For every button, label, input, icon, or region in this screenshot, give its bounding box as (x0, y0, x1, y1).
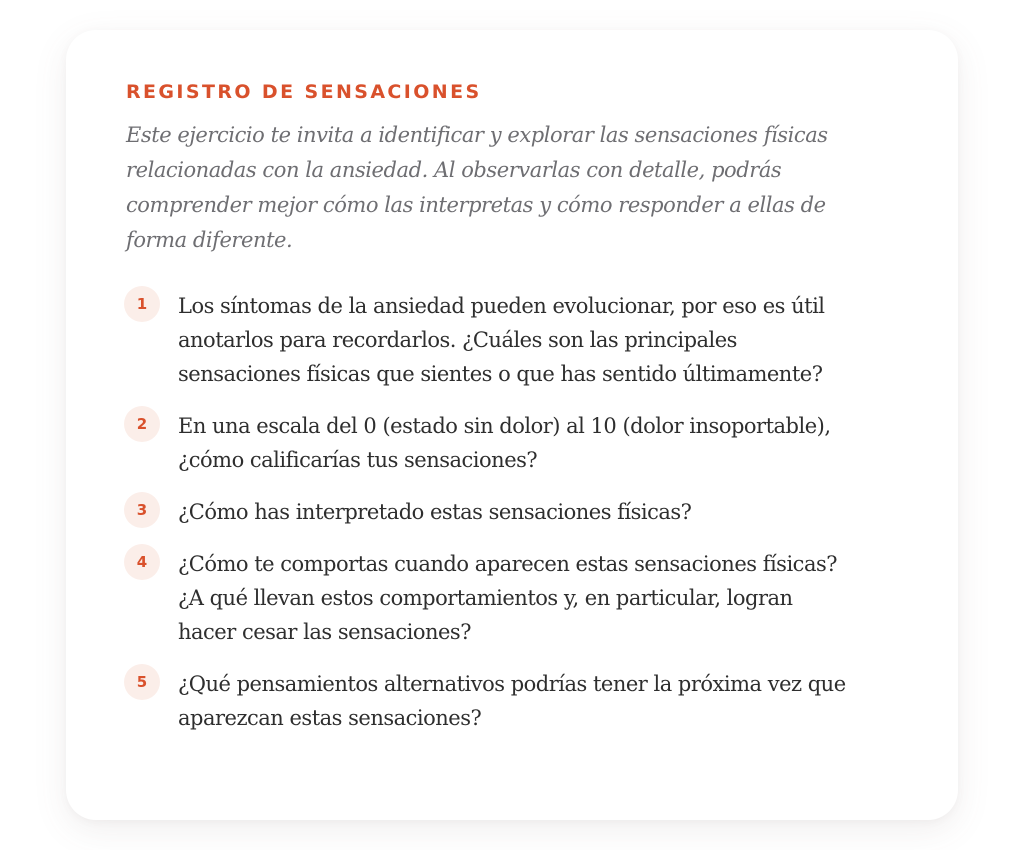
section-title: REGISTRO DE SENSACIONES (126, 81, 482, 103)
intro-text (126, 118, 898, 258)
intro-line: relacionadas con la ansiedad. Al observarlas con detalle, podrás (126, 158, 782, 182)
question-line: sensaciones físicas que sientes o que has sentido últimamente? (178, 362, 823, 386)
question-item (126, 547, 898, 649)
question-line: hacer cesar las sensaciones? (178, 620, 471, 644)
question-text (178, 667, 846, 735)
intro-line: Este ejercicio te invita a identificar y explorar las sensaciones físicas (126, 123, 828, 147)
question-line: Los síntomas de la ansiedad pueden evolucionar, por eso es útil (178, 294, 825, 318)
question-list (126, 289, 898, 735)
question-number-badge: 4 (124, 544, 160, 580)
question-line: anotarlos para recordarlos. ¿Cuáles son las principales (178, 328, 737, 352)
exercise-card (66, 30, 958, 820)
question-number-badge: 2 (124, 406, 160, 442)
question-text (178, 409, 831, 477)
question-line: aparezcan estas sensaciones? (178, 706, 482, 730)
question-text (178, 547, 837, 649)
intro-line: forma diferente. (126, 228, 293, 252)
question-text (178, 289, 825, 391)
question-text (178, 495, 691, 529)
question-line: ¿Cómo has interpretado estas sensaciones físicas? (178, 500, 692, 524)
intro-line: comprender mejor cómo las interpretas y cómo responder a ellas de (126, 193, 826, 217)
question-item (126, 667, 898, 735)
question-line: ¿A qué llevan estos comportamientos y, en particular, logran (178, 586, 793, 610)
question-number-badge: 1 (124, 286, 160, 322)
question-line: ¿cómo calificarías tus sensaciones? (178, 448, 538, 472)
question-item (126, 409, 898, 477)
question-item (126, 289, 898, 391)
question-line: ¿Qué pensamientos alternativos podrías tener la próxima vez que (178, 672, 846, 696)
question-line: En una escala del 0 (estado sin dolor) al 10 (dolor insoportable), (178, 414, 831, 438)
question-number-badge: 5 (124, 664, 160, 700)
question-number-badge: 3 (124, 492, 160, 528)
question-line: ¿Cómo te comportas cuando aparecen estas sensaciones físicas? (178, 552, 837, 576)
question-item (126, 495, 898, 529)
